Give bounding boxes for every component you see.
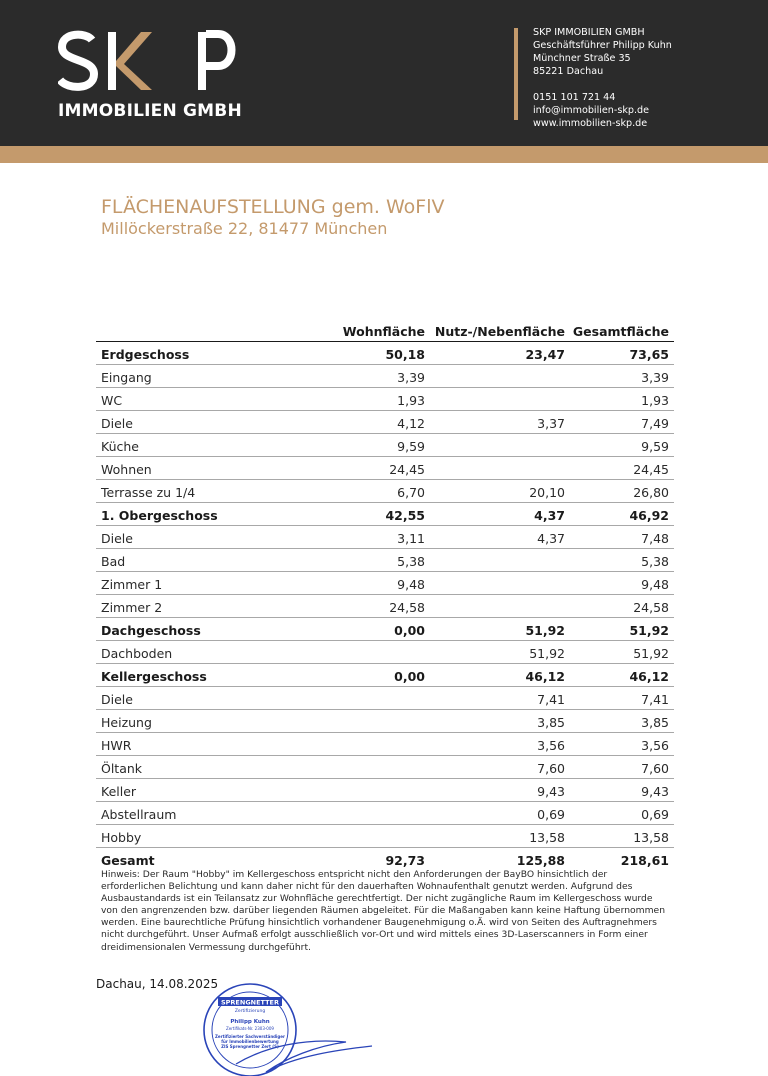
cell-wohnflaeche: 3,11	[397, 531, 425, 546]
row-label: Zimmer 1	[101, 577, 163, 592]
table-row	[96, 687, 674, 710]
row-label: Terrasse zu 1/4	[101, 485, 196, 500]
document-title: FLÄCHENAUFSTELLUNG gem. WoFlV	[101, 196, 445, 218]
row-label: Kellergeschoss	[101, 669, 207, 684]
table-row	[96, 710, 674, 733]
cell-nutzflaeche: 9,43	[537, 784, 565, 799]
cell-nutzflaeche: 3,85	[537, 715, 565, 730]
cell-gesamtflaeche: 7,49	[641, 416, 669, 431]
row-label: Öltank	[101, 761, 143, 776]
cell-gesamtflaeche: 0,69	[641, 807, 669, 822]
row-label: Abstellraum	[101, 807, 177, 822]
cell-gesamtflaeche: 7,48	[641, 531, 669, 546]
certification-stamp	[196, 976, 376, 1076]
header-accent-band	[0, 146, 768, 163]
cell-wohnflaeche: 24,45	[389, 462, 425, 477]
col-header-gesamtflaeche: Gesamtfläche	[572, 324, 669, 339]
table-row	[96, 526, 674, 549]
cell-nutzflaeche: 51,92	[529, 646, 565, 661]
company-contact	[533, 26, 672, 130]
cell-gesamtflaeche: 9,59	[641, 439, 669, 454]
cell-nutzflaeche: 0,69	[537, 807, 565, 822]
cell-nutzflaeche: 46,12	[525, 669, 565, 684]
row-label: Erdgeschoss	[101, 347, 190, 362]
company-phone: 0151 101 721 44	[533, 92, 616, 103]
table-header	[96, 319, 674, 342]
cell-wohnflaeche: 9,59	[397, 439, 425, 454]
cell-nutzflaeche: 3,56	[537, 738, 565, 753]
cell-nutzflaeche: 7,41	[537, 692, 565, 707]
table-row	[96, 641, 674, 664]
table-row	[96, 549, 674, 572]
stamp-line3: ZIS Sprengnetter Zert (S)	[221, 1044, 279, 1049]
cell-wohnflaeche: 9,48	[397, 577, 425, 592]
company-city: 85221 Dachau	[533, 66, 604, 77]
cell-wohnflaeche: 5,38	[397, 554, 425, 569]
table-row	[96, 457, 674, 480]
table-row	[96, 595, 674, 618]
cell-gesamtflaeche: 9,48	[641, 577, 669, 592]
table-row	[96, 434, 674, 457]
col-header-wohnflaeche: Wohnfläche	[342, 324, 425, 339]
col-header-nutzflaeche: Nutz-/Nebenfläche	[434, 324, 565, 339]
stamp-brand: SPRENGNETTER	[220, 998, 280, 1007]
cell-gesamtflaeche: 7,60	[641, 761, 669, 776]
row-label: Heizung	[101, 715, 152, 730]
cell-gesamtflaeche: 46,12	[629, 669, 669, 684]
cell-gesamtflaeche: 3,39	[641, 370, 669, 385]
cell-wohnflaeche: 3,39	[397, 370, 425, 385]
cell-wohnflaeche: 24,58	[389, 600, 425, 615]
row-label: Bad	[101, 554, 126, 569]
cell-gesamtflaeche: 3,85	[641, 715, 669, 730]
signature-date: Dachau, 14.08.2025	[96, 977, 219, 991]
table-group-row	[96, 342, 674, 365]
cell-gesamtflaeche: 51,92	[629, 623, 669, 638]
cell-wohnflaeche: 0,00	[394, 623, 425, 638]
cell-nutzflaeche: 20,10	[529, 485, 565, 500]
cell-gesamtflaeche: 24,58	[633, 600, 669, 615]
row-label: Zimmer 2	[101, 600, 163, 615]
table-row	[96, 802, 674, 825]
row-label: Gesamt	[101, 853, 155, 868]
cell-gesamtflaeche: 7,41	[641, 692, 669, 707]
row-label: Wohnen	[101, 462, 152, 477]
row-label: Dachgeschoss	[101, 623, 201, 638]
note-text: Hinweis: Der Raum "Hobby" im Kellergeschoss entspricht nicht den Anforderungen der BayBO hinsichtlich der erforderlichen Belichtung und kann daher nicht für den dauerhaften Wohnaufenthalt genutzt werden. Aufgrund des Ausbaustandards ist ein Teilansatz zur Wohnfläche gerechtfertigt. Der nicht zugängliche Raum im Kellergeschoss wurde von den angrenzenden bzw. darüber liegenden Räumen abgeleitet. Für die Maßangaben kann keine Haftung übernommen werden. Eine baurechtliche Prüfung hinsichtlich vorhandener Baugenehmigung o.Ä. wird von Seiten des Auftragnehmers nicht durchgeführt. Unser Aufmaß erfolgt ausschließlich vor-Ort und wird mittels eines 3D-Laserscanners in Form einer dreidimensionalen Vermessung durchgeführt.	[101, 869, 666, 953]
table-group-row	[96, 664, 674, 687]
cell-nutzflaeche: 4,37	[534, 508, 565, 523]
table-row	[96, 733, 674, 756]
row-label: Diele	[101, 416, 133, 431]
cell-gesamtflaeche: 218,61	[620, 853, 669, 868]
table-row	[96, 825, 674, 848]
cell-wohnflaeche: 6,70	[397, 485, 425, 500]
cell-gesamtflaeche: 3,56	[641, 738, 669, 753]
table-row	[96, 779, 674, 802]
area-table	[96, 319, 674, 871]
table-row	[96, 756, 674, 779]
cell-nutzflaeche: 51,92	[525, 623, 565, 638]
stamp-line2: für Immobilienbewertung	[221, 1039, 279, 1044]
cell-wohnflaeche: 1,93	[397, 393, 425, 408]
cell-nutzflaeche: 13,58	[529, 830, 565, 845]
cell-gesamtflaeche: 26,80	[633, 485, 669, 500]
row-label: Diele	[101, 531, 133, 546]
document-subtitle: Millöckerstraße 22, 81477 München	[101, 219, 388, 238]
row-label: Diele	[101, 692, 133, 707]
table-group-row	[96, 503, 674, 526]
logo-subtitle: IMMOBILIEN GMBH	[58, 101, 242, 121]
stamp-sub: Zertifizierung	[234, 1009, 266, 1014]
cell-wohnflaeche: 50,18	[385, 347, 425, 362]
company-manager: Geschäftsführer Philipp Kuhn	[533, 40, 672, 51]
cell-gesamtflaeche: 1,93	[641, 393, 669, 408]
table-row	[96, 411, 674, 434]
row-label: HWR	[101, 738, 132, 753]
company-name: SKP IMMOBILIEN GMBH	[533, 27, 645, 38]
table-total-row	[96, 848, 674, 871]
row-label: 1. Obergeschoss	[101, 508, 218, 523]
company-web: www.immobilien-skp.de	[533, 118, 648, 129]
cell-gesamtflaeche: 13,58	[633, 830, 669, 845]
table-row	[96, 388, 674, 411]
cell-nutzflaeche: 4,37	[537, 531, 565, 546]
cell-nutzflaeche: 125,88	[516, 853, 565, 868]
cell-gesamtflaeche: 5,38	[641, 554, 669, 569]
cell-nutzflaeche: 23,47	[525, 347, 565, 362]
stamp-name: Philipp Kuhn	[230, 1019, 270, 1025]
cell-wohnflaeche: 42,55	[385, 508, 425, 523]
cell-nutzflaeche: 7,60	[537, 761, 565, 776]
row-label: Hobby	[101, 830, 142, 845]
table-row	[96, 365, 674, 388]
cell-gesamtflaeche: 46,92	[629, 508, 669, 523]
cell-gesamtflaeche: 51,92	[633, 646, 669, 661]
header-accent-bar	[514, 28, 518, 120]
row-label: Küche	[101, 439, 139, 454]
company-email: info@immobilien-skp.de	[533, 105, 650, 116]
table-body	[96, 342, 674, 871]
table-row	[96, 572, 674, 595]
stamp-cert: Zertifikats-Nr. 2303-009	[226, 1026, 274, 1031]
table-row	[96, 480, 674, 503]
cell-gesamtflaeche: 24,45	[633, 462, 669, 477]
table-group-row	[96, 618, 674, 641]
cell-nutzflaeche: 3,37	[537, 416, 565, 431]
row-label: Eingang	[101, 370, 152, 385]
row-label: Dachboden	[101, 646, 173, 661]
stamp-line1: Zertifizierter Sachverständiger	[215, 1034, 285, 1039]
row-label: WC	[101, 393, 123, 408]
letterhead	[0, 0, 768, 146]
cell-gesamtflaeche: 73,65	[629, 347, 669, 362]
company-street: Münchner Straße 35	[533, 53, 631, 64]
row-label: Keller	[101, 784, 137, 799]
cell-wohnflaeche: 4,12	[397, 416, 425, 431]
cell-wohnflaeche: 92,73	[385, 853, 425, 868]
cell-gesamtflaeche: 9,43	[641, 784, 669, 799]
cell-wohnflaeche: 0,00	[394, 669, 425, 684]
